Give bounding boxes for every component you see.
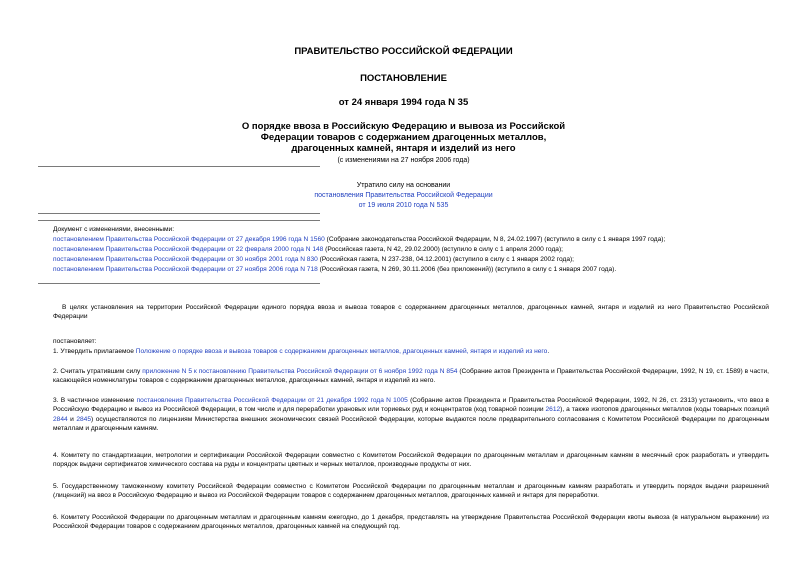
- amendment-link[interactable]: постановлением Правительства Российской Федерации от 27 декабря 1996 года N 1560: [53, 236, 325, 243]
- amendment-link[interactable]: постановлением Правительства Российской Федерации от 22 февраля 2000 года N 148: [53, 246, 324, 253]
- amendment-details: (Собрание законодательства Российской Федерации, N 8, 24.02.1997) (вступило в силу с 1 января 1997 года);: [324, 236, 666, 243]
- lost-force-link[interactable]: постановления Правительства Российской Федерации: [314, 192, 493, 199]
- code-link[interactable]: 2612: [545, 406, 561, 414]
- paragraph-text: и: [67, 415, 77, 423]
- list-item: [53, 245, 665, 255]
- title-line: О порядке ввоза в Российскую Федерацию и вывоза из Российской: [241, 121, 566, 132]
- decrees-word: постановляет:: [53, 338, 97, 345]
- list-item: [53, 255, 665, 265]
- government-heading: ПРАВИТЕЛЬСТВО РОССИЙСКОЙ ФЕДЕРАЦИИ: [294, 46, 513, 57]
- paragraph-1: [53, 347, 769, 356]
- divider: [38, 283, 320, 284]
- list-item: [53, 265, 665, 275]
- paragraph-5: 5. Государственному таможенному комитету Российской Федерации совместно с Комитетом Российской Федерации по драгоценным металлам и драгоценным камням разработать и утвердить порядок выдачи разрешений (лицензий) на ввоз в Российскую Федерацию и вывоз из Российской Федерации товаров с содержанием драгоценных металлов, драгоценных камней и янтаря для переработки.: [53, 483, 769, 500]
- paragraph-4: 4. Комитету по стандартизации, метрологии и сертификации Российской Федерации совместно с Комитетом Российской Федерации по драгоценным металлам и драгоценным камням в месячный срок разработать и утвердить порядок выдачи сертификатов химического состава на руды и концентраты цветных и черных металлов, производные продукты от них.: [53, 452, 769, 469]
- amendment-link[interactable]: постановлением Правительства Российской Федерации от 27 ноября 2006 года N 718: [53, 266, 318, 273]
- appendix-link[interactable]: приложение N 5 к постановлению Правительства Российской Федерации от 6 ноября 1992 года N 854: [142, 368, 458, 375]
- amendment-details: (Российская газета, N 269, 30.11.2006 (без приложений)) (вступило в силу с 1 января 2007 года).: [317, 266, 617, 273]
- paragraph-text: 1. Утвердить прилагаемое: [53, 348, 136, 355]
- amendment-link[interactable]: постановлением Правительства Российской Федерации от 30 ноября 2001 года N 830: [53, 256, 318, 263]
- preamble-paragraph: В целях установления на территории Российской Федерации единого порядка ввоза и вывоза товаров с содержанием драгоценных металлов, драгоценных камней, янтаря и изделий из него Правительство Российской Федерации: [53, 304, 769, 321]
- divider: [38, 166, 320, 167]
- divider: [38, 213, 320, 214]
- document-date: от 24 января 1994 года N 35: [338, 97, 469, 108]
- regulation-link[interactable]: Положение о порядке ввоза и вывоза товаров с содержанием драгоценных металлов, драгоценных камней, янтаря и изделий из него: [135, 348, 548, 355]
- paragraph-text: ) осуществляются по лицензиям Министерства внешних экономических связей Российской Федерации, которые выдаются после предварительного согласования с Комитетом Российской Федерации по драгоценным металлам и драгоценным камням.: [53, 415, 769, 433]
- paragraph-text: ), а также изотопов драгоценных металлов (коды товарных позиций: [560, 406, 769, 414]
- document-title: [0, 121, 807, 154]
- lost-force-text: Утратило силу на основании: [356, 182, 451, 189]
- amendment-details: (Российская газета, N 237-238, 04.12.2001) (вступило в силу с 1 января 2002 года);: [317, 256, 575, 263]
- title-line: Федерации товаров с содержанием драгоценных металлов,: [260, 132, 547, 143]
- paragraph-3: [53, 396, 769, 434]
- paragraph-text: .: [547, 348, 550, 355]
- paragraph-text: 2. Считать утратившим силу: [53, 368, 143, 375]
- doc-changes-intro: Документ с изменениями, внесенными:: [53, 226, 175, 233]
- paragraph-2: [53, 367, 769, 386]
- lost-force-link-date[interactable]: от 19 июля 2010 года N 535: [358, 202, 449, 209]
- decree-link[interactable]: постановления Правительства Российской Федерации от 21 декабря 1992 года N 1005: [136, 397, 408, 404]
- doc-changes-list: [53, 225, 665, 275]
- amendment-details: (Российская газета, N 42, 29.02.2000) (вступило в силу с 1 апреля 2000 года);: [323, 246, 563, 253]
- divider: [38, 220, 320, 221]
- list-item: [53, 235, 665, 245]
- document-type: ПОСТАНОВЛЕНИЕ: [360, 73, 447, 84]
- code-link[interactable]: 2845: [76, 415, 92, 423]
- paragraph-6: 6. Комитету Российской Федерации по драгоценным металлам и драгоценным камням ежегодно, до 1 декабря, представлять на утверждение Правительства Российской Федерации квоты вывоза (в натуральном выражении) из Российской Федерации товаров с содержанием драгоценных металлов, драгоценных камней на следующий год.: [53, 514, 769, 531]
- paragraph-text: (Собрание актов Президента и Правительства Российской Федерации, 1992, N 26, ст. 2313) установить, что ввоз в Российскую Федерацию и вывоз из Российской Федерации, в том числе и для переработки урановых или ториевых руд и концентратов (код товарной позиции: [53, 397, 769, 414]
- lost-force-block: [0, 181, 807, 211]
- code-link[interactable]: 2844: [53, 415, 68, 423]
- title-line: драгоценных камней, янтаря и изделий из него: [291, 143, 516, 154]
- paragraph-text: 3. В частичное изменение: [53, 397, 137, 404]
- amendment-note: (с изменениями на 27 ноября 2006 года): [337, 157, 470, 164]
- paragraph-text: (Собрание актов Президента и Правительства Российской Федерации, 1992, N 19, ст. 1589) в части, касающейся номенклатуры товаров с содержанием драгоценных металлов, драгоценных камней, янтаря и изделий из него.: [53, 368, 769, 385]
